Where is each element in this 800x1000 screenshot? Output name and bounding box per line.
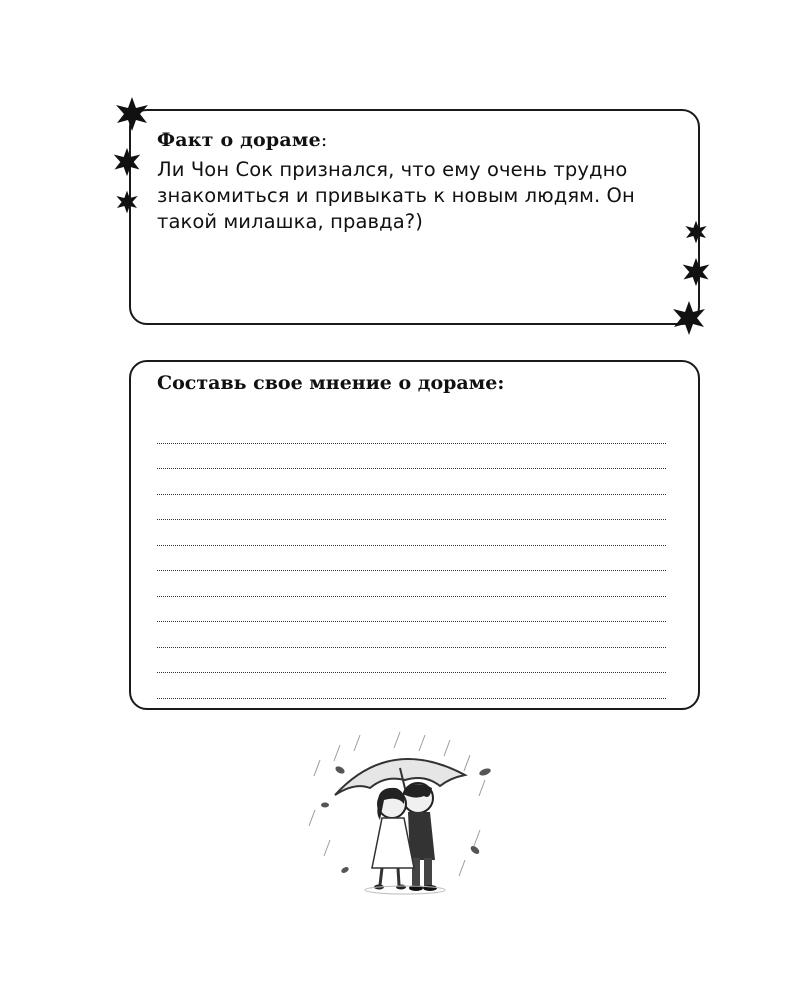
star-icon [115,190,139,214]
writing-line[interactable] [157,673,666,699]
opinion-title: Составь свое мнение о дораме: [157,372,505,394]
writing-line[interactable] [157,444,666,470]
writing-line[interactable] [157,495,666,521]
star-icon [671,300,707,336]
star-icon [112,147,142,177]
writing-line[interactable] [157,546,666,572]
writing-line[interactable] [157,597,666,623]
writing-line[interactable] [157,648,666,674]
writing-line[interactable] [157,571,666,597]
writing-line[interactable] [157,520,666,546]
fact-title: Факт о дораме: [157,129,328,151]
star-icon [684,220,708,244]
star-icon [681,257,711,287]
star-icon [114,96,150,132]
writing-line[interactable] [157,469,666,495]
writing-line[interactable] [157,622,666,648]
fact-text: Ли Чон Сок признался, что ему очень трудно знакомиться и привыкать к новым людям. Он такой милашка, правда?) [157,158,635,233]
couple-umbrella-icon [300,730,500,899]
writing-lines[interactable] [157,418,666,699]
writing-line[interactable] [157,418,666,444]
